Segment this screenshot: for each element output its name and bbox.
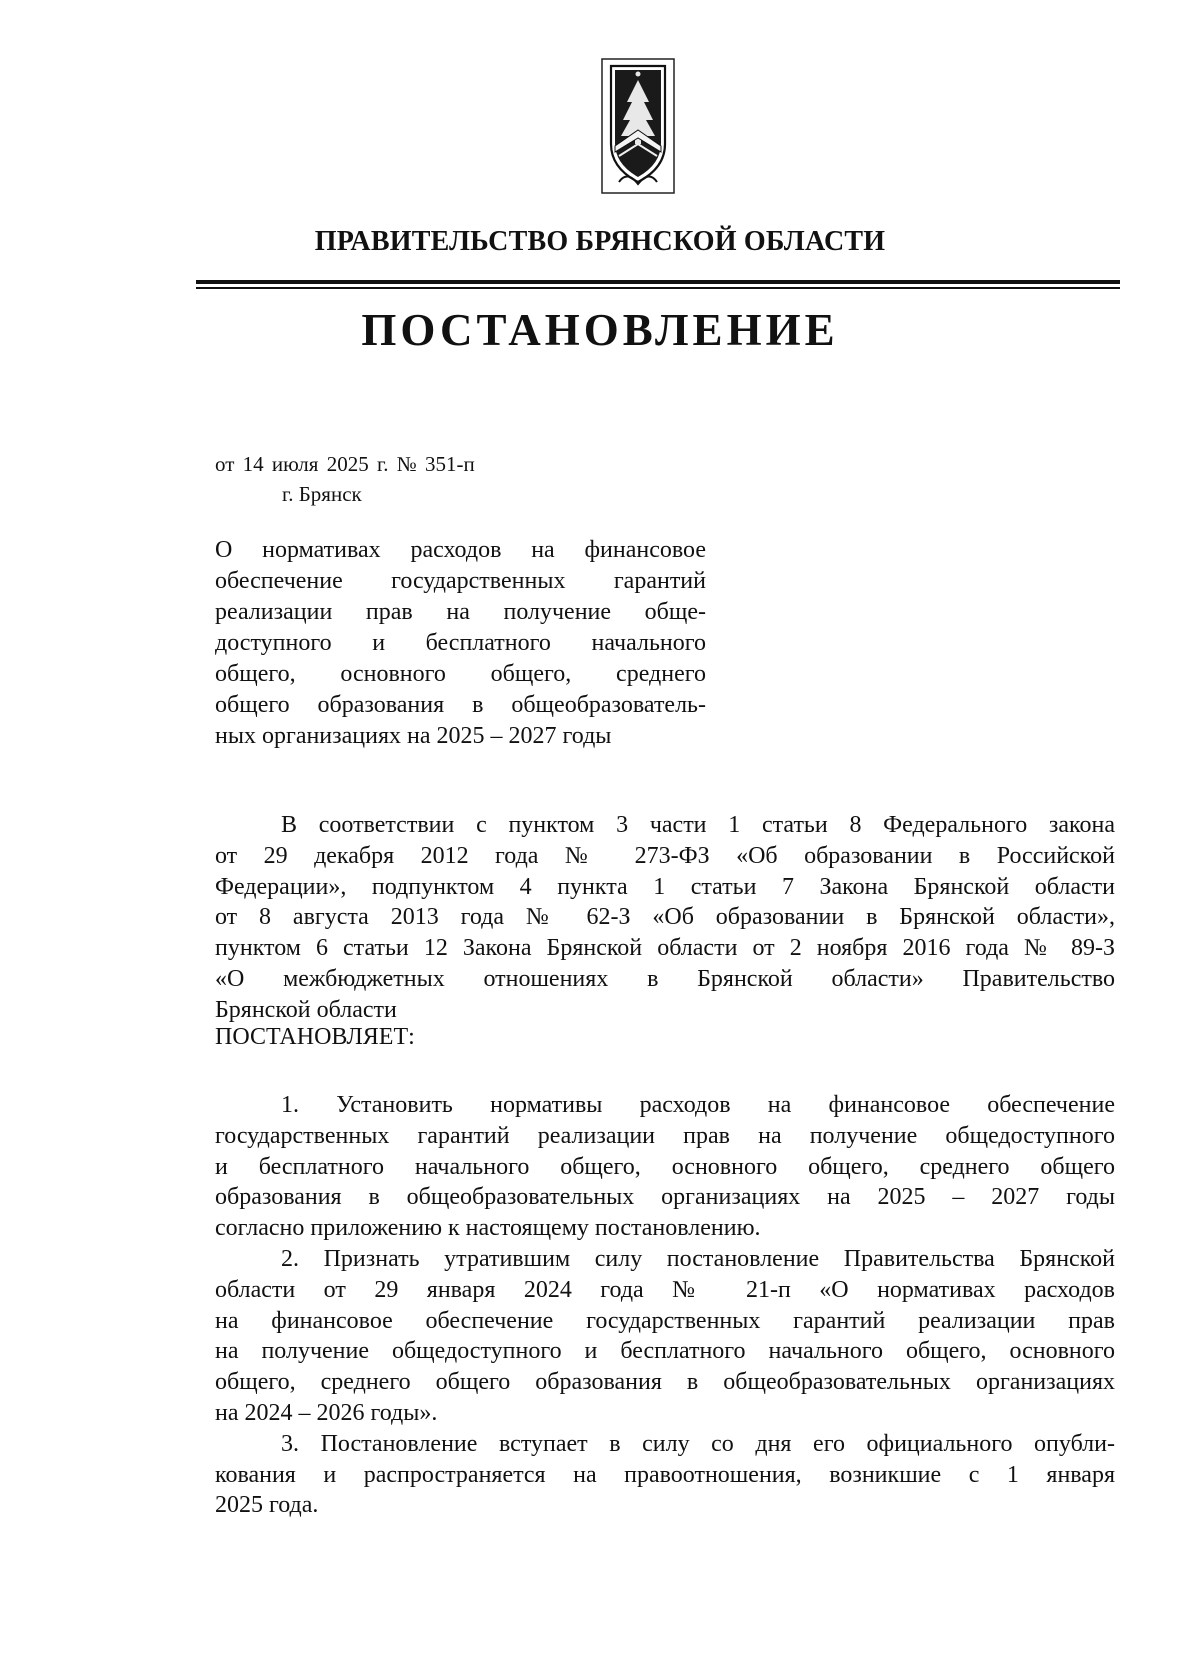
date-and-number: от 14 июля 2025 г. № 351-п xyxy=(215,452,475,476)
document-type-title: ПОСТАНОВЛЕНИЕ xyxy=(361,305,839,355)
subject-line: ных организациях на 2025 – 2027 годы xyxy=(215,723,612,749)
item-2-line: на финансовое обеспечение государственных гарантий реализации прав xyxy=(215,1307,1115,1334)
item-1-line: государственных гарантий реализации прав на получение общедоступного xyxy=(215,1122,1115,1149)
item-3-line: кования и распространяется на правоотношения, возникшие с 1 января xyxy=(215,1461,1115,1488)
item-2-line: на получение общедоступного и бесплатного начального общего, основного xyxy=(215,1338,1115,1365)
item-2-line: общего, среднего общего образования в общеобразовательных организациях xyxy=(215,1369,1115,1396)
document-subject xyxy=(215,535,706,752)
decree-word: ПОСТАНОВЛЯЕТ: xyxy=(215,1024,415,1050)
resolution-items xyxy=(215,1090,1115,1521)
item-1-line: и бесплатного начального общего, основного общего, среднего общего xyxy=(215,1153,1115,1180)
preamble-line: от 8 августа 2013 года № 62-З «Об образовании в Брянской области», xyxy=(215,904,1115,931)
item-3-line: 3. Постановление вступает в силу со дня его официального опубли- xyxy=(281,1430,1115,1457)
item-3-line: 2025 года. xyxy=(215,1492,319,1519)
subject-line: общего, основного общего, среднего xyxy=(215,661,706,687)
item-2-line: на 2024 – 2026 годы». xyxy=(215,1399,438,1426)
preamble-line: от 29 декабря 2012 года № 273-ФЗ «Об образовании в Российской xyxy=(215,842,1115,869)
subject-line: реализации прав на получение обще- xyxy=(215,599,706,625)
item-2-line: 2. Признать утратившим силу постановление Правительства Брянской xyxy=(281,1245,1115,1272)
organization-name: ПРАВИТЕЛЬСТВО БРЯНСКОЙ ОБЛАСТИ xyxy=(314,226,886,257)
subject-line: общего образования в общеобразователь- xyxy=(215,692,706,718)
item-1-line: 1. Установить нормативы расходов на финансовое обеспечение xyxy=(281,1092,1115,1118)
preamble-line: пунктом 6 статьи 12 Закона Брянской области от 2 ноября 2016 года № 89-З xyxy=(215,935,1115,962)
item-2-line: области от 29 января 2024 года № 21-п «О нормативах расходов xyxy=(215,1276,1115,1303)
preamble-paragraph xyxy=(215,810,1115,1026)
header-rule-thick xyxy=(196,280,1120,284)
item-1-line: образования в общеобразовательных организациях на 2025 – 2027 годы xyxy=(215,1184,1115,1211)
preamble-line: Федерации», подпунктом 4 пункта 1 статьи 7 Закона Брянской области xyxy=(215,873,1115,900)
item-1-line: согласно приложению к настоящему постановлению. xyxy=(215,1215,761,1242)
header-rule-thin xyxy=(196,287,1120,289)
preamble-line: В соответствии с пунктом 3 части 1 статьи 8 Федерального закона xyxy=(281,812,1115,838)
city: г. Брянск xyxy=(282,482,362,506)
coat-of-arms-icon xyxy=(601,58,675,194)
preamble-line: «О межбюджетных отношениях в Брянской области» Правительство xyxy=(215,965,1115,992)
subject-line: доступного и бесплатного начального xyxy=(215,630,706,656)
subject-line: обеспечение государственных гарантий xyxy=(215,568,706,594)
preamble-line: Брянской области xyxy=(215,996,397,1023)
subject-line: О нормативах расходов на финансовое xyxy=(215,537,706,563)
